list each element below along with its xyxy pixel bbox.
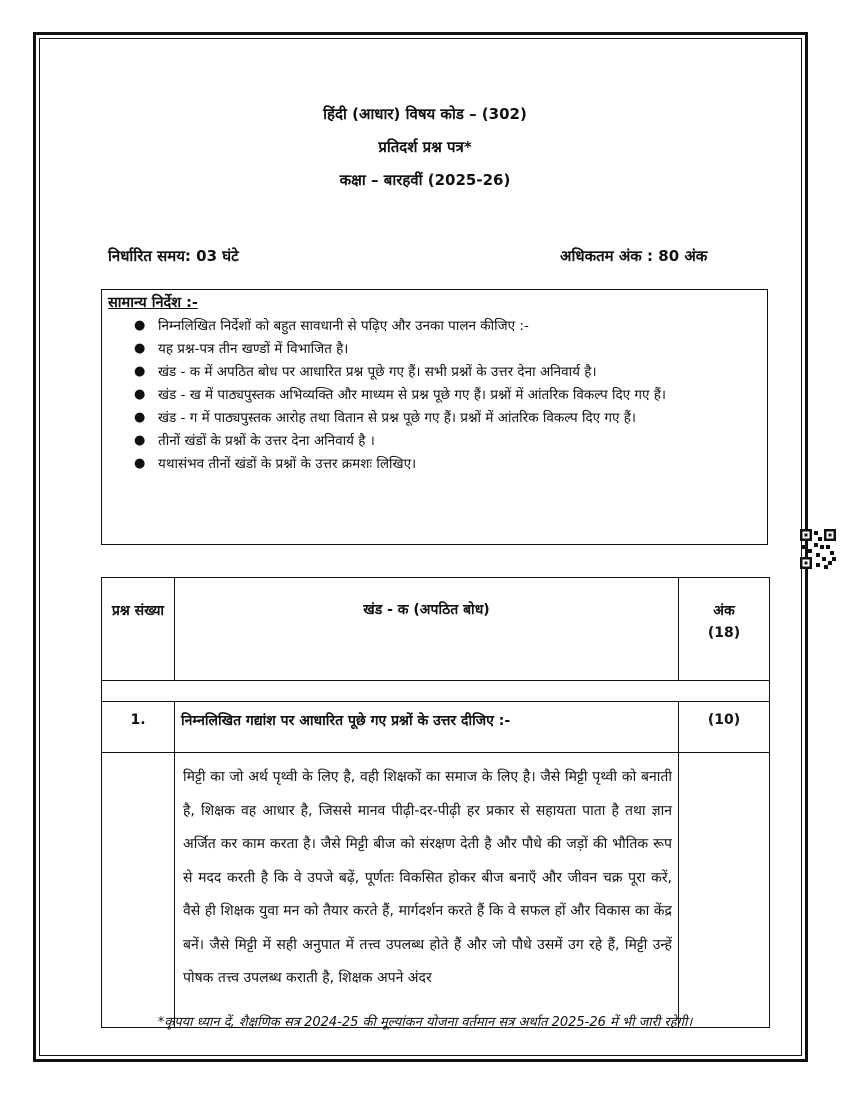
bullet-icon: ● [134,387,146,402]
time-allowed: निर्धारित समय: 03 घंटे [108,247,239,265]
marks-header: अंक [713,603,735,619]
instruction-item: ● खंड - क में अपठित बोध पर आधारित प्रश्न पूछे गए हैं। सभी प्रश्नों के उत्तर देना अनिवार्य है। [108,360,759,383]
bullet-icon: ● [134,410,146,425]
instruction-item: ● खंड - ख में पाठ्यपुस्तक अभिव्यक्ति और माध्यम से प्रश्न पूछे गए हैं। प्रश्नों में आंतरिक विकल्प दिए गए हैं। [108,383,759,406]
table-spacer-row [102,681,770,702]
bullet-icon: ● [134,318,146,333]
bullet-icon: ● [134,341,146,356]
instruction-item: ● तीनों खंडों के प्रश्नों के उत्तर देना अनिवार्य है । [108,429,759,452]
subject-code-heading: हिंदी (आधार) विषय कोड – (302) [323,105,527,123]
general-instructions-box [101,289,768,545]
unseen-passage: मिट्टी का जो अर्थ पृथ्वी के लिए है, वही शिक्षकों का समाज के लिए है। जैसे मिट्टी पृथ्वी को बनाती है, शिक्षक वह आधार है, जिससे मानव पीढ़ी-दर-पीढ़ी हर प्रकार से सहायता पाता है तथा ज्ञान अर्जित कर काम करता है। जैसे मिट्टी बीज को संरक्षण देती है और पौधे की जड़ों की भौतिक रूप से मदद करती है कि वे उपजे बढ़ें, पूर्णतः विकसित होकर बीज बनाएँ और जीवन चक्र पूरा करें, वैसे ही शिक्षक युवा मन को तैयार करते हैं, मार्गदर्शन करते हैं कि वे सफल हों और विकास का केंद्र बनें। जैसे मिट्टी में सही अनुपात में तत्त्व उपलब्ध होते हैं और जो पौधे उसमें उग रहे हैं, मिट्टी उन्हें पोषक तत्त्व उपलब्ध कराती है, शिक्षक अपने अंदर [183,769,673,986]
qr-code-icon [800,528,836,570]
class-session-heading: कक्षा – बारहवीं (2025-26) [339,171,511,189]
marks-header-cell [679,578,770,681]
section-title: खंड - क (अपठित बोध) [175,578,679,681]
bullet-icon: ● [134,456,146,471]
section-marks: (18) [707,625,741,641]
passage-row [102,753,770,1028]
instruction-item: ● यह प्रश्न-पत्र तीन खण्डों में विभाजित है। [108,337,759,360]
section-a-table [101,577,770,1028]
paper-type-heading: प्रतिदर्श प्रश्न पत्र* [378,138,472,156]
question-number: 1. [102,702,175,753]
max-marks: अधिकतम अंक : 80 अंक [560,247,708,265]
table-header-row [102,578,770,681]
question-marks: (10) [679,702,770,753]
question-prompt: निम्नलिखित गद्यांश पर आधारित पूछे गए प्रश्नों के उत्तर दीजिए :- [175,702,679,753]
footnote: *कृपया ध्यान दें, शैक्षणिक सत्र 2024-25 की मूल्यांकन योजना वर्तमान सत्र अर्थात 2025-26 में भी जारी रहेगी। [157,1015,693,1030]
bullet-icon: ● [134,433,146,448]
instruction-item: ● यथासंभव तीनों खंडों के प्रश्नों के उत्तर क्रमशः लिखिए। [108,452,759,475]
question-number-header: प्रश्न संख्या [102,578,175,681]
instruction-item: ● खंड - ग में पाठ्यपुस्तक आरोह तथा वितान से प्रश्न पूछे गए हैं। प्रश्नों में आंतरिक विकल्प दिए गए हैं। [108,406,759,429]
table-row [102,702,770,753]
bullet-icon: ● [134,364,146,379]
instruction-item: ● निम्नलिखित निर्देशों को बहुत सावधानी से पढ़िए और उनका पालन कीजिए :- [108,314,759,337]
instructions-list [108,314,759,475]
instructions-title: सामान्य निर्देश :- [108,295,198,311]
